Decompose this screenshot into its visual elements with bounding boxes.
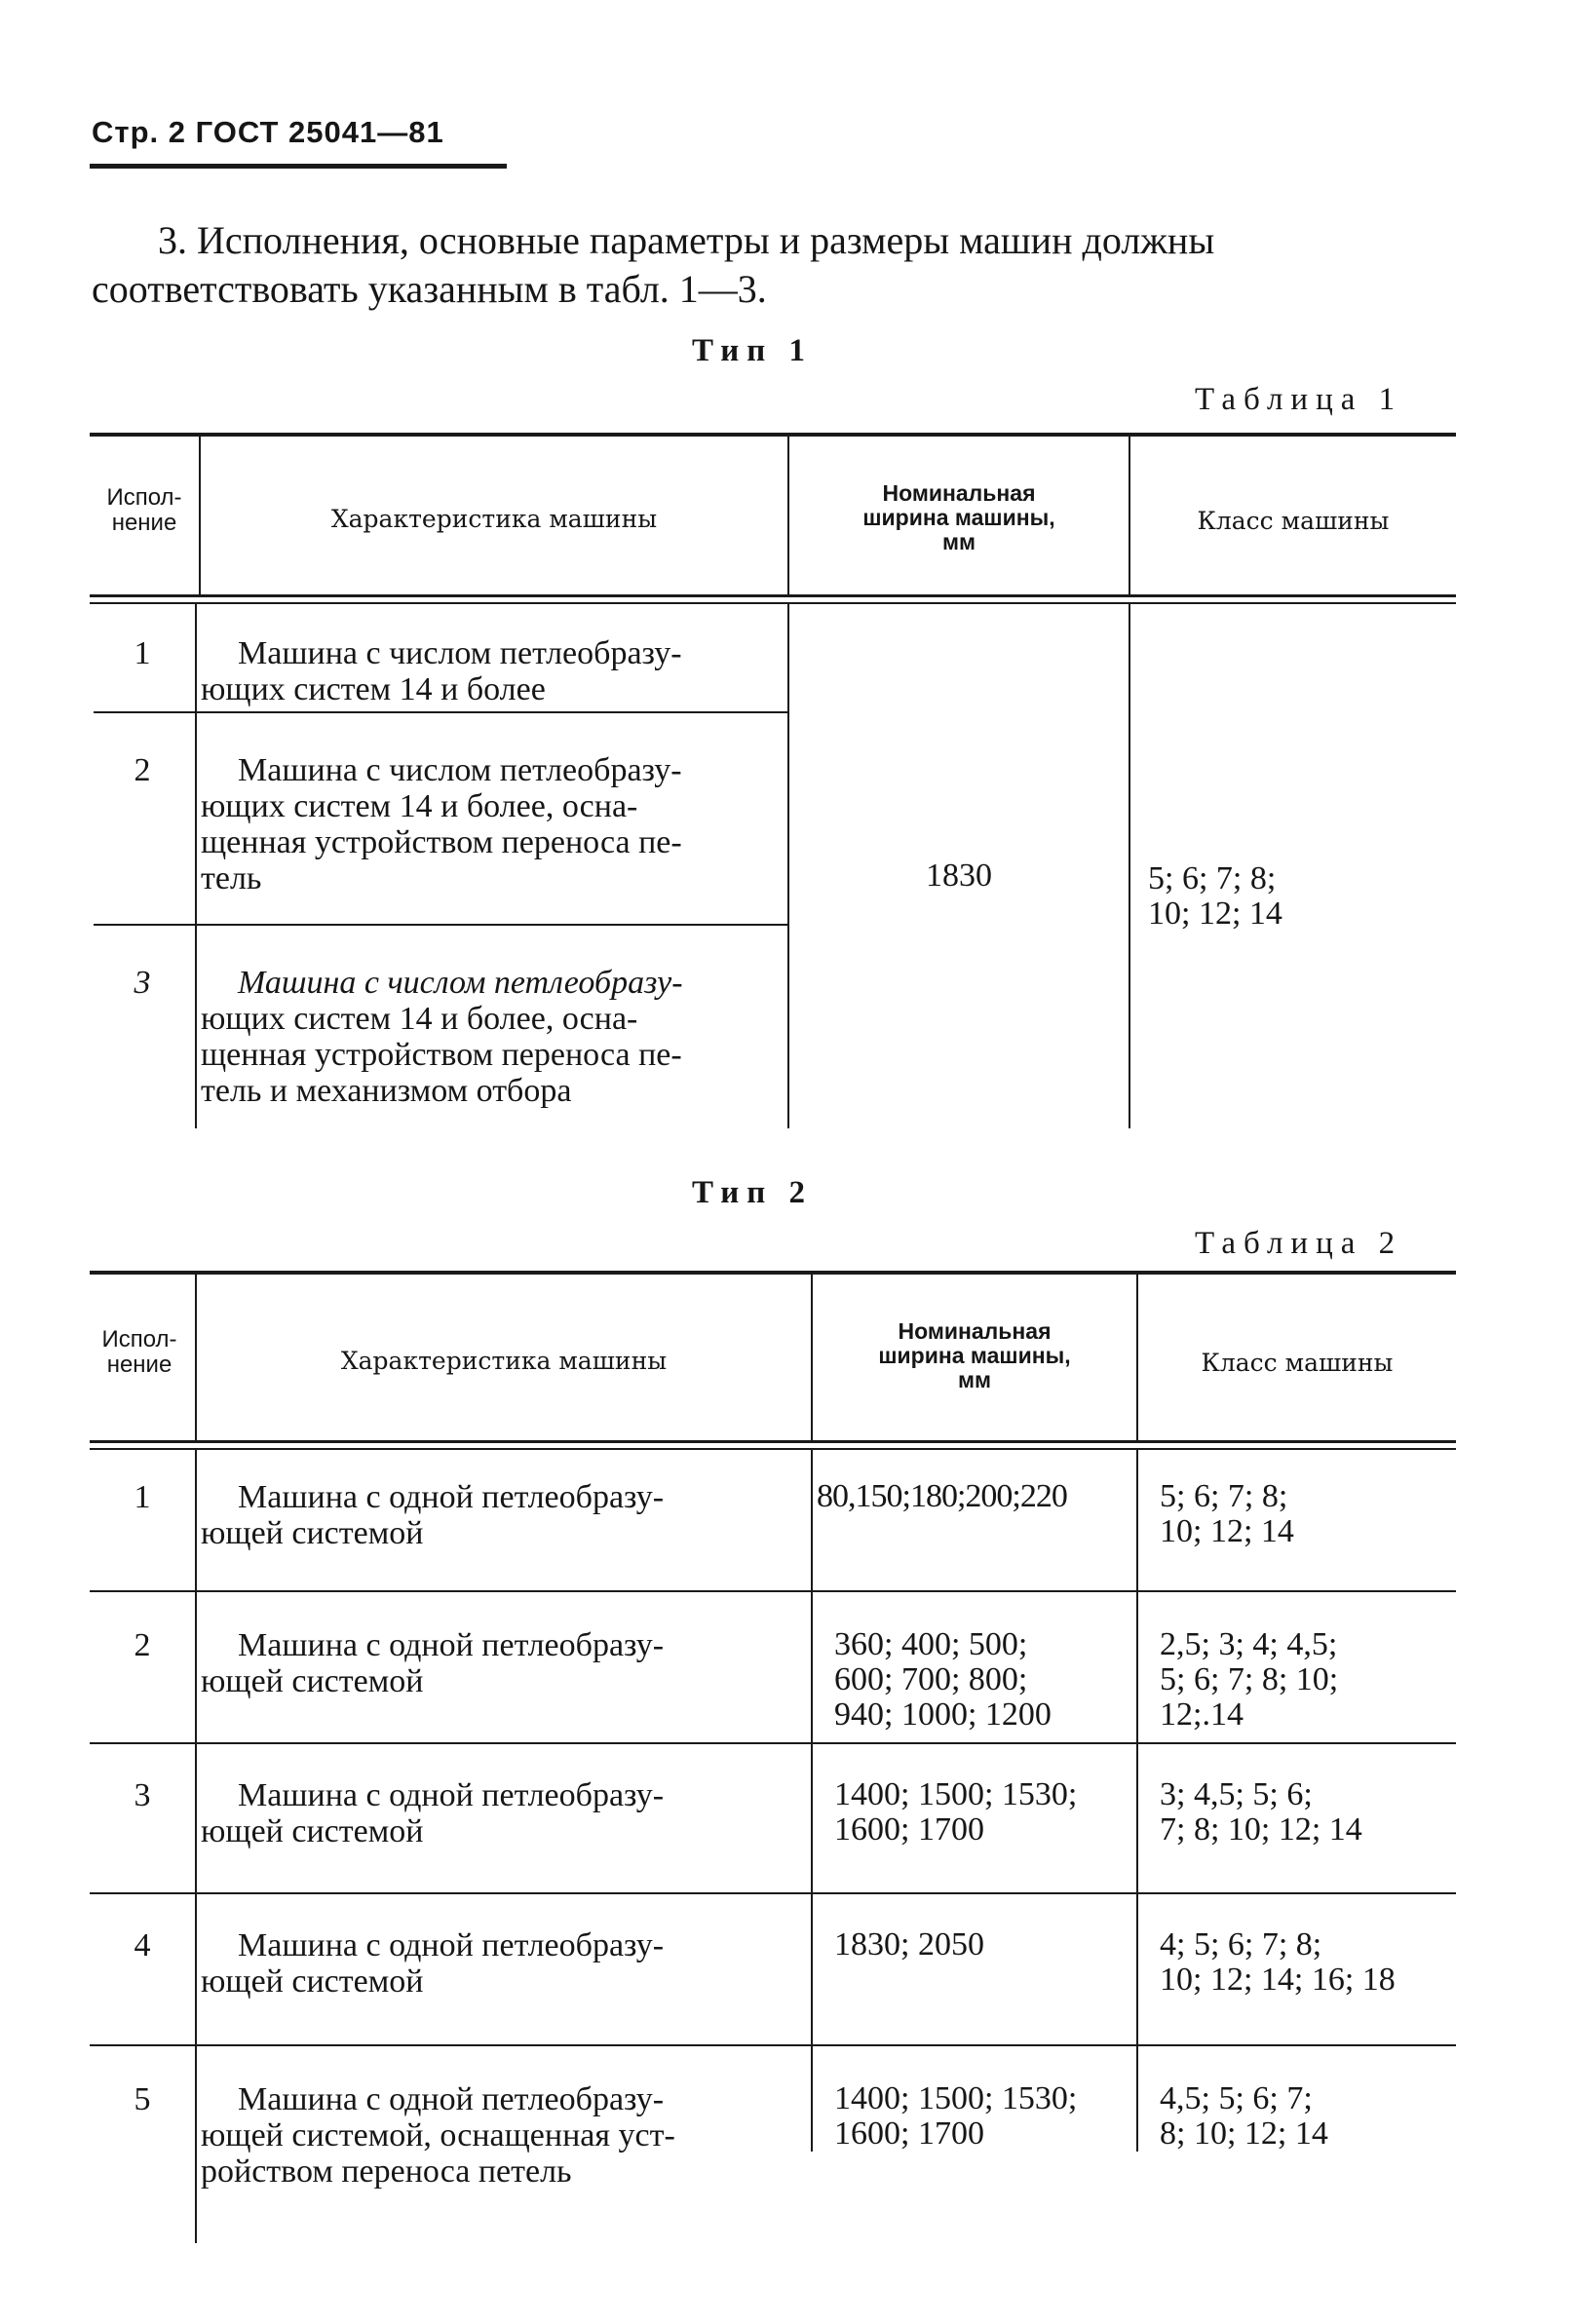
- table2-row2-width: 360; 400; 500; 600; 700; 800; 940; 1000; 1200: [834, 1626, 1052, 1733]
- intro-paragraph: [92, 216, 1475, 314]
- table2-row4-classes: 4; 5; 6; 7; 8; 10; 12; 14; 16; 18: [1160, 1926, 1396, 1998]
- header-rule: [90, 164, 507, 169]
- table1-body-divider: [195, 604, 197, 1128]
- table2-row5-width: 1400; 1500; 1530; 1600; 1700: [834, 2080, 1078, 2152]
- table2-header-rule: [90, 1440, 1456, 1443]
- table1-top-rule: [90, 433, 1456, 437]
- table1-body-divider: [1129, 604, 1130, 1128]
- table2-top-rule: [90, 1271, 1456, 1275]
- table2-row4-num: 4: [134, 1927, 151, 1963]
- table1-class-values: 5; 6; 7; 8; 10; 12; 14: [1148, 860, 1282, 932]
- page-header: Стр. 2 ГОСТ 25041—81: [92, 115, 444, 149]
- table2-row3-num: 3: [134, 1777, 151, 1813]
- table1-row-rule: [94, 711, 787, 713]
- table2-row4-width: 1830; 2050: [834, 1926, 984, 1962]
- table2-row4-desc: Машина с одной петлеобразу- ющей системой: [201, 1927, 665, 2000]
- table2-row2-classes: 2,5; 3; 4; 4,5; 5; 6; 7; 8; 10; 12;.14: [1160, 1626, 1339, 1733]
- table1-col-variant: Испол- нение: [106, 484, 182, 536]
- table1-col-characteristic: Характеристика машины: [330, 505, 658, 533]
- table2-col-width: Номинальная ширина машины, мм: [878, 1318, 1071, 1392]
- table2-row-rule: [90, 1892, 1456, 1894]
- table1-row2-desc: Машина с числом петлеобразу- ющих систем 14 и более, осна- щенная устройством переноса пе- тель: [201, 752, 682, 896]
- table2-col-variant: Испол- нение: [101, 1326, 177, 1378]
- table2-col-characteristic: Характеристика машины: [340, 1347, 668, 1375]
- table2-row-rule: [90, 2044, 1456, 2046]
- table2-row3-width: 1400; 1500; 1530; 1600; 1700: [834, 1776, 1078, 1848]
- table2-col-class: Класс машины: [1201, 1349, 1394, 1377]
- table1-header-rule: [90, 594, 1456, 597]
- table2-body-divider: [1136, 1450, 1138, 2152]
- table2-row5-num: 5: [134, 2081, 151, 2117]
- table1-col-class: Класс машины: [1197, 507, 1390, 535]
- table1-type-heading: Тип 1: [692, 333, 813, 368]
- table2-body-divider: [811, 1450, 813, 2152]
- table2-row1-num: 1: [134, 1479, 151, 1515]
- table2-header-rule: [90, 1448, 1456, 1450]
- table2-row3-classes: 3; 4,5; 5; 6; 7; 8; 10; 12; 14: [1160, 1776, 1362, 1848]
- table2-row1-desc: Машина с одной петлеобразу- ющей системой: [201, 1479, 665, 1551]
- intro-line-2: соответствовать указанным в табл. 1—3.: [92, 267, 767, 311]
- table1-row2-num: 2: [134, 752, 151, 788]
- table2-row1-width: 80,150;180;200;220: [817, 1478, 1067, 1514]
- table2-row-rule: [90, 1590, 1456, 1592]
- table2-row-rule: [90, 1742, 1456, 1744]
- table2-row2-desc: Машина с одной петлеобразу- ющей системой: [201, 1627, 665, 1699]
- table1-row3-desc: Машина с числом петлеобразу- ющих систем 14 и более, осна- щенная устройством переноса пе- тель и механизмом отбора: [201, 965, 683, 1109]
- table2-type-heading: Тип 2: [692, 1175, 813, 1210]
- table2-row3-desc: Машина с одной петлеобразу- ющей системой: [201, 1777, 665, 1849]
- table1-width-value: 1830: [926, 857, 992, 894]
- table1-header-rule: [90, 602, 1456, 604]
- table1-label: Таблица 1: [1195, 382, 1403, 417]
- table1-col-width: Номинальная ширина машины, мм: [862, 480, 1055, 554]
- table1-row3-num: 3: [134, 965, 151, 1001]
- table2-row5-desc: Машина с одной петлеобразу- ющей системой, оснащенная уст- ройством переноса петель: [201, 2081, 675, 2190]
- table1-row1-num: 1: [134, 635, 151, 671]
- table1-row-rule: [94, 924, 787, 926]
- table1-row1-desc: Машина с числом петлеобразу- ющих систем 14 и более: [201, 635, 682, 707]
- table2-row1-classes: 5; 6; 7; 8; 10; 12; 14: [1160, 1478, 1294, 1549]
- table2-row2-num: 2: [134, 1627, 151, 1663]
- intro-line-1: 3. Исполнения, основные параметры и размеры машин должны: [158, 218, 1215, 262]
- table2-label: Таблица 2: [1195, 1226, 1403, 1261]
- table2-body-divider: [195, 1450, 197, 2243]
- table2-row5-classes: 4,5; 5; 6; 7; 8; 10; 12; 14: [1160, 2080, 1328, 2152]
